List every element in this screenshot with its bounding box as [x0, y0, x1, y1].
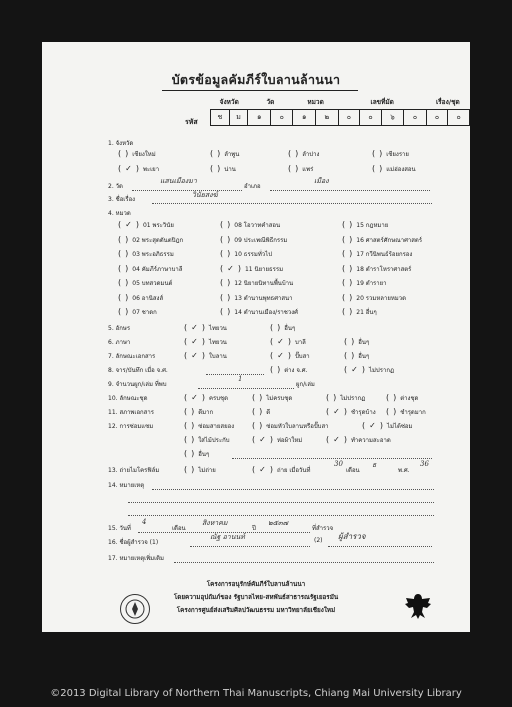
- code-cell: ๐: [426, 110, 448, 126]
- code-cell: ๖: [381, 110, 404, 126]
- province-option[interactable]: ()แม่ฮ่องสอน: [372, 164, 416, 173]
- microfilm-day: 30: [334, 460, 343, 468]
- temple-value: แสนเมืองมา: [160, 177, 197, 185]
- category-option[interactable]: ()13 ตำนานพุทธศาสนา: [220, 292, 293, 302]
- microfilm-month: ธ: [372, 461, 377, 469]
- category-option[interactable]: ()14 ตำนานเมือง/ราชวงศ์: [220, 307, 298, 316]
- district-line: [270, 190, 430, 191]
- repair-option[interactable]: ()ใส่ไม้ประกับ: [184, 435, 230, 444]
- temple-line: [132, 190, 242, 191]
- microfilm-option[interactable]: ()ไม่ถ่าย: [184, 465, 216, 474]
- code-cell: ๐: [338, 110, 360, 126]
- condition-label: 10. ลักษณะชุด: [108, 395, 148, 402]
- repair-option[interactable]: (✓)ทำความสะอาด: [326, 435, 391, 444]
- inscribed-label: 8. จาร/บันทึก เมื่อ จ.ศ.: [108, 367, 168, 374]
- title-underline: [162, 90, 358, 91]
- category-option[interactable]: ()09 ประเพณีพิธีกรรม: [220, 234, 288, 244]
- survey-month-label: เดือน: [172, 525, 186, 532]
- category-option[interactable]: ()17 กวีนิพนธ์ร้อยกรอง: [342, 249, 413, 258]
- surveyor-2-label: (2): [314, 537, 323, 544]
- repair-option[interactable]: ()ซ่อมสายสยอง: [184, 421, 235, 430]
- footer-line-2: โดยความอุปถัมภ์ของ รัฐบาลไทย-สหพันธ์สาธารณรัฐเยอรมัน: [173, 594, 339, 601]
- inscribed-option[interactable]: ()ต่าง จ.ศ.: [270, 365, 308, 374]
- district-value: เมือง: [314, 177, 329, 185]
- microfilm-label: 13. ถ่ายไมโครฟิล์ม: [108, 467, 160, 474]
- category-option[interactable]: ()02 พระสุตตันตปิฎก: [118, 234, 184, 244]
- code-label: รหัส: [185, 118, 198, 126]
- repair-option[interactable]: (✓)ไม่ได้ซ่อม: [362, 421, 413, 430]
- code-cell: ๐: [270, 110, 293, 126]
- category-option[interactable]: ()12 นิยายนิทานพื้นบ้าน: [220, 278, 294, 287]
- code-cell: ๐: [448, 110, 470, 126]
- condition-option[interactable]: ()ไม่ครบชุด: [252, 393, 293, 402]
- survey-year: ๒๕๓๗: [268, 519, 288, 527]
- temple-label: 2. วัด: [108, 183, 123, 190]
- copyright-notice: ©2013 Digital Library of Northern Thai Manuscripts, Chiang Mai University Library: [50, 688, 462, 699]
- surveyor-2-signature: ผู้สำรวจ: [338, 532, 366, 541]
- code-cell: ๐: [360, 110, 382, 126]
- code-cell: ๑: [248, 110, 271, 126]
- manuscript-card: [42, 42, 470, 632]
- province-option[interactable]: (✓)พะเยา: [118, 164, 160, 173]
- state-option[interactable]: ()ชำรุดมาก: [386, 407, 426, 416]
- material-option[interactable]: ()อื่นๆ: [344, 351, 370, 360]
- language-option[interactable]: ()อื่นๆ: [344, 337, 370, 346]
- code-cell: ม: [229, 110, 248, 126]
- script-option[interactable]: (✓)ไทยวน: [184, 323, 227, 332]
- count-unit: ผูก/เล่ม: [296, 381, 315, 388]
- repair-option[interactable]: ()ซ่อมหัวใบลานหรือปั๊บสา: [252, 421, 329, 430]
- footer-line-3: โครงการศูนย์ส่งเสริมศิลปวัฒนธรรม มหาวิทยาลัยเชียงใหม่: [176, 607, 336, 614]
- code-cell: ๒: [316, 110, 339, 126]
- category-option[interactable]: ()10 ธรรมทั่วไป: [220, 249, 273, 258]
- repair-other-line: [232, 458, 432, 459]
- province-option[interactable]: ()แพร่: [288, 164, 314, 173]
- surveyor-line-1: [190, 546, 310, 547]
- province-label: 1. จังหวัด: [108, 140, 134, 147]
- code-header-temple: วัด: [266, 97, 275, 106]
- microfilm-month-label: เดือน: [346, 467, 360, 474]
- province-option[interactable]: ()เชียงใหม่: [118, 149, 156, 158]
- survey-month: สิงหาคม: [202, 519, 228, 527]
- note-line: [128, 502, 434, 503]
- province-option[interactable]: ()ลำปาง: [288, 149, 320, 158]
- condition-option[interactable]: (✓)ครบชุด: [184, 393, 228, 402]
- state-label: 11. สภาพเอกสาร: [108, 409, 154, 416]
- inscribed-line: [206, 374, 264, 375]
- province-option[interactable]: ()น่าน: [210, 164, 236, 173]
- language-option[interactable]: (✓)บาลี: [270, 337, 306, 346]
- repair-option[interactable]: ()อื่นๆ: [184, 449, 210, 458]
- condition-option[interactable]: ()ต่างชุด: [386, 393, 419, 402]
- additional-note-label: 17. หมายเหตุเพิ่มเติม: [108, 555, 165, 562]
- material-label: 7. ลักษณะเอกสาร: [108, 353, 156, 360]
- category-option[interactable]: ()03 พระอภิธรรม: [118, 249, 174, 258]
- category-option[interactable]: ()21 อื่นๆ: [342, 307, 377, 316]
- language-label: 6. ภาษา: [108, 339, 131, 346]
- condition-option[interactable]: ()ไม่ปรากฏ: [326, 393, 366, 402]
- category-option[interactable]: (✓)11 นิยายธรรม: [220, 263, 284, 273]
- category-option[interactable]: (✓)01 พระวินัย: [118, 220, 174, 229]
- code-box: [210, 94, 470, 126]
- category-option[interactable]: ()08 โอวาทคำสอน: [220, 220, 281, 229]
- category-label: 4. หมวด: [108, 210, 131, 217]
- survey-year-label: ปี: [252, 525, 256, 532]
- category-option[interactable]: ()04 คัมภีร์ภาษาบาลี: [118, 263, 183, 273]
- district-label: อำเภอ: [244, 183, 261, 190]
- survey-day: 4: [142, 518, 147, 526]
- note-line: [152, 489, 434, 490]
- count-label: 9. จำนวนผูก/เล่ม ที่พบ: [108, 381, 167, 388]
- german-eagle-icon: [402, 590, 434, 622]
- card-title: บัตรข้อมูลคัมภีร์ใบลานล้านนา: [171, 72, 341, 87]
- title-line: [152, 203, 432, 204]
- material-option[interactable]: (✓)ใบลาน: [184, 351, 227, 360]
- survey-date-suffix: ที่สำรวจ: [312, 525, 334, 532]
- surveyor-line-2: [328, 546, 432, 547]
- repair-label: 12. การซ่อมแซม: [108, 423, 154, 430]
- script-label: 5. อักษร: [108, 325, 131, 332]
- surveyor-1: ณัฐ อานนท์: [210, 533, 245, 541]
- title-label: 3. ชื่อเรื่อง: [108, 196, 136, 203]
- category-option[interactable]: ()15 กฎหมาย: [342, 220, 389, 229]
- province-option[interactable]: ()ลำพูน: [210, 149, 240, 158]
- repair-option[interactable]: (✓)ห่อผ้าใหม่: [252, 435, 303, 444]
- category-option[interactable]: ()07 ชาดก: [118, 307, 157, 316]
- state-option[interactable]: ()ดี: [252, 407, 271, 416]
- category-option[interactable]: ()06 อานิสงส์: [118, 292, 164, 302]
- language-option[interactable]: (✓)ไทยวน: [184, 337, 227, 346]
- title-value: วินัยสงฆ์: [192, 191, 218, 199]
- state-option[interactable]: (✓)ชำรุดบ้าง: [326, 407, 376, 416]
- category-option[interactable]: ()19 ตำรายา: [342, 278, 387, 287]
- survey-date-label: 15. วันที่: [108, 525, 131, 532]
- code-header-province: จังหวัด: [219, 97, 239, 106]
- code-cell: ๐: [404, 110, 427, 126]
- microfilm-year: 36: [420, 460, 429, 468]
- count-value: 1: [238, 375, 243, 383]
- inscribed-option[interactable]: (✓)ไม่ปรากฏ: [344, 365, 394, 374]
- code-header-bundle: เลขที่มัด: [370, 97, 394, 106]
- note-line: [128, 515, 434, 516]
- university-seal-icon: [120, 594, 150, 624]
- category-option[interactable]: ()16 ศาสตร์ศักษณาศาสตร์: [342, 234, 423, 244]
- count-line: [198, 388, 294, 389]
- category-option[interactable]: ()18 ตำราโหราศาสตร์: [342, 263, 412, 273]
- note-label: 14. หมายเหตุ: [108, 482, 145, 489]
- code-header-category: หมวด: [307, 97, 324, 106]
- code-cell: ๑: [293, 110, 316, 126]
- microfilm-option[interactable]: (✓)ถ่าย เมื่อวันที่: [252, 465, 311, 474]
- script-option[interactable]: ()อื่นๆ: [270, 323, 296, 332]
- province-option[interactable]: ()เชียงราย: [372, 149, 409, 158]
- category-option[interactable]: ()20 รวมหลายหมวด: [342, 292, 407, 302]
- code-header-title: เรื่อง/ชุด: [435, 97, 460, 106]
- microfilm-year-label: พ.ศ.: [398, 467, 410, 474]
- material-option[interactable]: (✓)ปั๊บสา: [270, 351, 310, 360]
- category-option[interactable]: ()05 บทสวดมนต์: [118, 278, 173, 287]
- code-cell: ช: [211, 110, 230, 126]
- additional-note-line: [174, 562, 434, 563]
- surveyor-label: 16. ชื่อผู้สำรวจ (1): [108, 539, 159, 546]
- state-option[interactable]: ()ดีมาก: [184, 407, 214, 416]
- footer-line-1: โครงการอนุรักษ์คัมภีร์ใบลานล้านนา: [206, 581, 306, 588]
